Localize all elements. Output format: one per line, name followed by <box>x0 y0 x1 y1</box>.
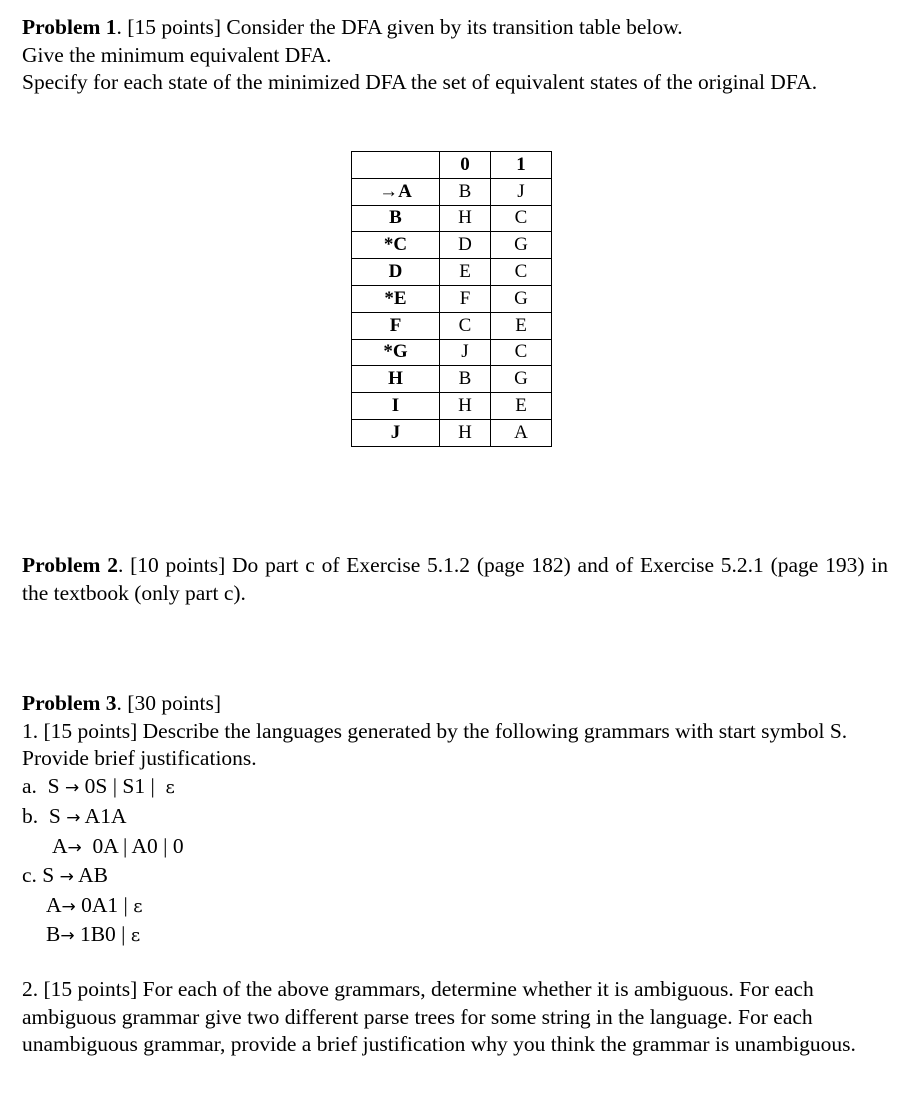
transition-0-cell: D <box>440 232 491 259</box>
column-header-1: 1 <box>491 152 552 179</box>
transition-0-cell: H <box>440 393 491 420</box>
grammar-c3-lhs: B <box>46 922 61 946</box>
problem-2 <box>22 552 888 607</box>
table-row <box>352 419 552 446</box>
table-row <box>352 259 552 286</box>
table-row <box>352 366 552 393</box>
transition-1-cell: E <box>491 393 552 420</box>
state-cell: J <box>352 419 440 446</box>
grammar-c-lhs: S <box>42 863 55 887</box>
table-row <box>352 339 552 366</box>
grammar-c-label: c. <box>22 863 37 887</box>
grammar-b-rhs: A1A <box>84 804 127 828</box>
grammar-c-rhs: AB <box>78 863 108 887</box>
transition-1-cell: G <box>491 366 552 393</box>
problem-1-specify: Specify for each state of the minimized DFA the set of equivalent states of the original DFA. <box>22 70 818 94</box>
grammar-c3-rhs: 1B0 | <box>79 922 126 946</box>
column-header-0: 0 <box>440 152 491 179</box>
grammar-a <box>22 773 175 803</box>
problem-3-header <box>22 690 888 718</box>
transition-1-cell: C <box>491 259 552 286</box>
transition-0-cell: J <box>440 339 491 366</box>
problem-1-header <box>22 14 888 42</box>
state-cell: *G <box>352 339 440 366</box>
table-row <box>352 178 552 205</box>
table-row <box>352 232 552 259</box>
transition-0-cell: H <box>440 419 491 446</box>
grammar-a-label: a. <box>22 774 37 798</box>
transition-1-cell: C <box>491 339 552 366</box>
grammar-c <box>22 862 108 892</box>
grammar-b2-rhs: 0A | A0 | 0 <box>92 834 184 858</box>
state-cell: H <box>352 366 440 393</box>
table-row <box>352 312 552 339</box>
table-corner <box>352 152 440 179</box>
arrow-icon: → <box>60 926 75 946</box>
transition-0-cell: F <box>440 285 491 312</box>
grammar-c2-rhs: 0A1 | <box>81 893 128 917</box>
transition-1-cell: G <box>491 232 552 259</box>
grammar-a-rhs: 0S | S1 | <box>84 774 155 798</box>
transition-1-cell: C <box>491 205 552 232</box>
grammar-b <box>22 803 126 833</box>
table-row <box>352 205 552 232</box>
grammar-a-lhs: S <box>47 774 60 798</box>
problem-3-part-1: 1. [15 points] Describe the languages generated by the following grammars with start symbol S. Provide brief justifications. <box>22 718 848 770</box>
grammar-b-rule-2 <box>52 833 184 863</box>
transition-0-cell: E <box>440 259 491 286</box>
problem-2-heading: Problem 2 <box>22 553 118 577</box>
arrow-icon: → <box>61 897 76 917</box>
transition-1-cell: A <box>491 419 552 446</box>
transition-0-cell: H <box>440 205 491 232</box>
transition-0-cell: B <box>440 178 491 205</box>
table-header-row <box>352 152 552 179</box>
arrow-icon: → <box>65 778 80 798</box>
problem-2-text: . [10 points] Do part c of Exercise 5.1.2 (page 182) and of Exercise 5.2.1 (page 193) in the textbook (only part c). <box>22 553 889 605</box>
grammar-c-rule-2 <box>46 892 143 922</box>
epsilon-symbol: ε <box>130 925 141 946</box>
state-cell: →A <box>352 178 440 205</box>
problem-3 <box>22 690 888 773</box>
problem-3-points: . [30 points] <box>116 691 222 715</box>
epsilon-symbol: ε <box>165 777 175 798</box>
transition-0-cell: B <box>440 366 491 393</box>
grammar-c-rule-3 <box>46 921 140 951</box>
table-row <box>352 285 552 312</box>
state-cell: I <box>352 393 440 420</box>
state-cell: D <box>352 259 440 286</box>
problem-1-heading: Problem 1 <box>22 15 117 39</box>
transition-1-cell: G <box>491 285 552 312</box>
table-row <box>352 393 552 420</box>
problem-3-part-2: 2. [15 points] For each of the above grammars, determine whether it is ambiguous. For each ambiguous grammar give two different parse trees for some string in the language. For each unambiguous grammar, provide a brief justification why you think the grammar is unambiguous. <box>22 977 856 1056</box>
transition-1-cell: E <box>491 312 552 339</box>
transition-1-cell: J <box>491 178 552 205</box>
arrow-icon: → <box>67 838 82 858</box>
epsilon-symbol: ε <box>133 896 143 917</box>
problem-1 <box>22 14 888 97</box>
grammar-c2-lhs: A <box>46 893 62 917</box>
grammar-b-lhs: S <box>48 804 61 828</box>
problem-1-intro: . [15 points] Consider the DFA given by its transition table below. <box>116 15 683 39</box>
grammar-b2-lhs: A <box>52 834 68 858</box>
state-cell: *E <box>352 285 440 312</box>
state-cell: B <box>352 205 440 232</box>
state-cell: *C <box>352 232 440 259</box>
dfa-transition-table <box>351 151 552 447</box>
arrow-icon: → <box>66 808 81 828</box>
grammar-b-label: b. <box>22 804 39 828</box>
transition-0-cell: C <box>440 312 491 339</box>
problem-3-heading: Problem 3 <box>22 691 117 715</box>
state-cell: F <box>352 312 440 339</box>
problem-1-task: Give the minimum equivalent DFA. <box>22 42 332 67</box>
arrow-icon: → <box>59 867 74 887</box>
